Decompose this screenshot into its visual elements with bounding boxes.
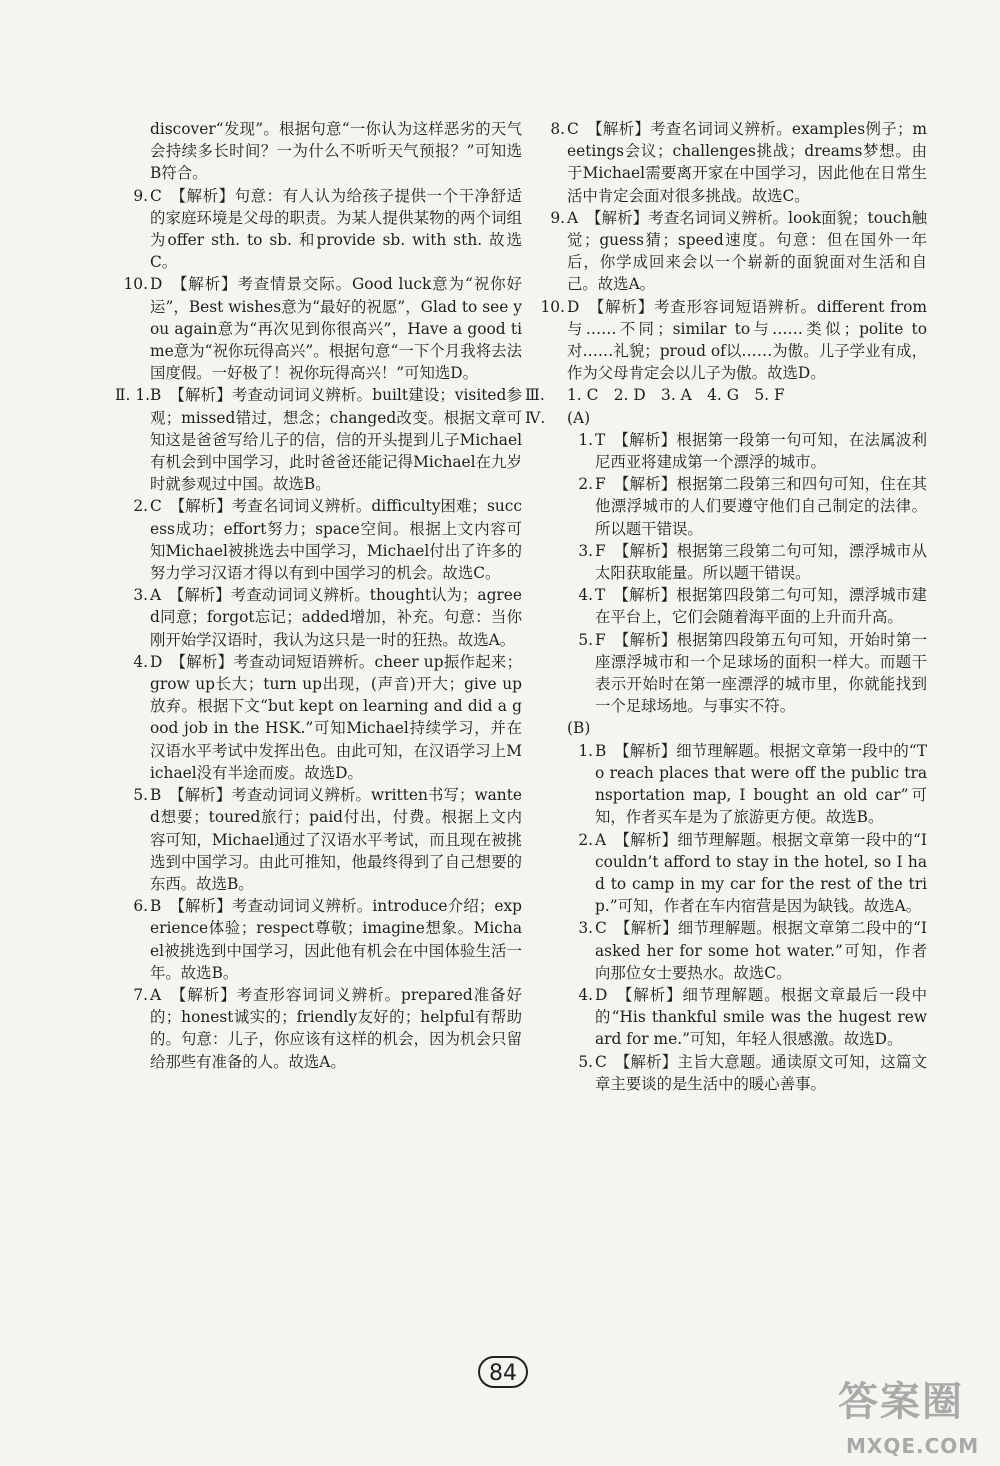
section-iii-answers: 1. C 2. D 3. A 4. G 5. F xyxy=(567,386,785,405)
answer-entry xyxy=(578,473,927,540)
answer-number: 7. xyxy=(133,985,148,1004)
answer-text: C 【解析】主旨大意题。通读原文可知，这篇文章主要谈的是生活中的暖心善事。 xyxy=(595,1052,927,1093)
answer-text: B 【解析】考查动词词义辨析。built建设；visited参观；missed错过，想念；changed改变。根据文章可知这是爸爸写给儿子的信，信的开头提到儿子Michael有机会到中国学习，此时爸爸还能记得Michael在九岁时就参观过中国。故选B。 xyxy=(150,386,522,494)
answer-text: D 【解析】考查动词短语辨析。cheer up振作起来；grow up长大；turn up出现，(声音)开大；give up放弃。根据下文“but kept on learning and did a good job in the HSK.”可知Michael持续学习，并在汉语水平考试中发挥出色。由此可知，在汉语学习上Michael没有半途而废。故选D。 xyxy=(150,652,522,782)
answer-number: 10. xyxy=(123,275,148,294)
answer-text: A 【解析】考查名词词义辨析。look面貌；touch触觉；guess猜；speed速度。句意：但在国外一年后，你学成回来会以一个崭新的面貌面对生活和自己。故选A。 xyxy=(567,208,927,294)
answer-number: 5. xyxy=(578,630,593,649)
right-column xyxy=(525,118,927,1095)
section-label: Ⅲ. xyxy=(525,386,545,405)
answer-text: A 【解析】细节理解题。根据文章第一段中的“I couldn’t afford to stay in the hotel, so I had to camp in my car for the rest of the trip.”可知，作者在车内宿营是因为缺钱。故选A。 xyxy=(595,830,927,916)
answer-number: 4. xyxy=(578,985,593,1004)
answer-entry xyxy=(133,984,522,1073)
answer-entry xyxy=(578,740,927,829)
answer-text: D 【解析】细节理解题。根据文章最后一段中的“His thankful smile was the hugest reward for me.”可知，年轻人很感激。故选D。 xyxy=(595,985,927,1049)
answer-text: F 【解析】根据第四段第五句可知，开始时第一座漂浮城市和一个足球场的面积一样大。而题干表示开始时在第一座漂浮的城市里，你就能找到一个足球场地。与事实不符。 xyxy=(595,630,927,716)
answer-entry xyxy=(578,429,927,473)
answer-entry xyxy=(133,651,522,784)
answer-entry xyxy=(578,1051,927,1095)
answer-text: F 【解析】根据第三段第二句可知，漂浮城市从太阳获取能量。所以题干错误。 xyxy=(595,541,927,583)
answer-text: discover“发现”。根据句意“一你认为这样恶劣的天气会持续多长时间？一为什么不听听天气预报？”可知选B符合。 xyxy=(150,120,522,183)
answer-entry xyxy=(550,118,927,207)
answer-text: B 【解析】考查动词词义辨析。introduce介绍；experience体验；respect尊敬；imagine想象。Michael被挑选到中国学习，因此他有机会在中国体验生活一年。故选B。 xyxy=(150,897,522,982)
answer-number: 3. xyxy=(578,919,593,938)
section-label: Ⅳ. xyxy=(525,408,546,427)
watermark-text-bottom: MXQE.COM xyxy=(846,1434,980,1458)
answer-number: 5. xyxy=(133,786,148,805)
answer-text: T 【解析】根据第一段第一句可知，在法属波利尼西亚将建成第一个漂浮的城市。 xyxy=(595,430,927,472)
subsection-label-b: (B) xyxy=(567,719,591,738)
answer-entry xyxy=(133,584,522,651)
answer-entry xyxy=(578,540,927,584)
answer-number: 4. xyxy=(578,586,593,605)
answer-entry xyxy=(550,207,927,296)
answer-text: C 【解析】考查名词词义辨析。examples例子；meetings会议；challenges挑战；dreams梦想。由于Michael需要离开家在中国学习，因此他在日常生活中肯定会面对很多挑战。故选C。 xyxy=(567,120,927,205)
answer-number xyxy=(80,384,150,406)
answer-number: 2. xyxy=(578,475,593,494)
answer-number: 2. xyxy=(133,497,148,516)
answer-text: B 【解析】细节理解题。根据文章第一段中的“To reach places that were off the public transportation map, I bought an old car”可知，作者买车是为了旅游更方便。故选B。 xyxy=(595,741,927,827)
answer-text: C 【解析】句意：有人认为给孩子提供一个干净舒适的家庭环境是父母的职责。为某人提供某物的两个词组为offer sth. to sb. 和provide sb. with sth. 故选C。 xyxy=(150,186,522,272)
answer-number: 1. xyxy=(578,741,593,760)
answer-number: 9. xyxy=(550,208,565,227)
section-iii xyxy=(525,384,927,406)
answer-entry xyxy=(133,495,522,584)
section-label: Ⅱ. xyxy=(115,386,131,405)
watermark-logo xyxy=(838,1368,988,1458)
answer-number: 8. xyxy=(550,120,565,138)
answer-text: T 【解析】根据第四段第二句可知，漂浮城市建在平台上，它们会随着海平面的上升而升高。 xyxy=(595,586,927,627)
subsection-b xyxy=(567,717,927,739)
answer-number: 10. xyxy=(540,297,565,316)
answer-number: 3. xyxy=(578,541,593,560)
left-column xyxy=(115,118,522,1073)
answer-entry xyxy=(133,185,522,274)
answer-text: A 【解析】考查动词词义辨析。thought认为；agreed同意；forgot忘记；added增加，补充。句意：当你刚开始学汉语时，我认为这只是一时的狂热。故选A。 xyxy=(150,586,522,649)
answer-text: D 【解析】考查情景交际。Good luck意为“祝你好运”，Best wishes意为“最好的祝愿”，Glad to see you again意为“再次见到你很高兴”，Have a good time意为“祝你玩得高兴”。根据句意“一下个月我将去法国度假。一好极了！祝你玩得高兴！”可知选D。 xyxy=(150,275,522,383)
answer-number: 2. xyxy=(578,830,593,849)
answer-entry xyxy=(578,984,927,1051)
watermark-text-top: 答案圈 xyxy=(838,1379,964,1425)
answer-entry xyxy=(123,273,522,384)
section-iv xyxy=(525,407,927,429)
answer-entry xyxy=(578,829,927,918)
answer-text: B 【解析】考查动词词义辨析。written书写；wanted想要；toured旅行；paid付出，付费。根据上文内容可知，Michael通过了汉语水平考试，而且现在被挑选到中国学习。由此可推知，他最终得到了自己想要的东西。故选B。 xyxy=(150,786,522,893)
answer-text: C 【解析】细节理解题。根据文章第二段中的“I asked her for some hot water.”可知，作者向那位女士要热水。故选C。 xyxy=(595,919,927,982)
answer-number: 6. xyxy=(133,897,148,916)
answer-number: 4. xyxy=(133,652,148,671)
answer-text: A 【解析】考查形容词词义辨析。prepared准备好的；honest诚实的；friendly友好的；helpful有帮助的。句意：儿子，你应该有这样的机会，因为机会只留给那些有准备的人。故选A。 xyxy=(150,985,522,1071)
answer-entry xyxy=(578,917,927,984)
answer-number: 3. xyxy=(133,586,148,605)
answer-entry xyxy=(578,629,927,718)
answer-entry xyxy=(578,584,927,628)
answer-entry xyxy=(133,895,522,984)
answer-number: 9. xyxy=(133,186,148,205)
answer-entry xyxy=(150,118,522,185)
answer-entry xyxy=(133,784,522,895)
page-number: 84 xyxy=(478,1356,528,1388)
answer-entry xyxy=(115,384,522,495)
answer-text: D 【解析】考查形容词短语辨析。different from与……不同；similar to与……类似；polite to对……礼貌；proud of以……为傲。儿子学业有成，作为父母肯定会以儿子为傲。故选D。 xyxy=(567,297,927,383)
answer-number: 5. xyxy=(578,1052,593,1071)
answer-text: F 【解析】根据第二段第三和四句可知，住在其他漂浮城市的人们要遵守他们自己制定的法律。所以题干错误。 xyxy=(595,475,927,538)
answer-text: C 【解析】考查名词词义辨析。difficulty困难；success成功；effort努力；space空间。根据上文内容可知Michael被挑选去中国学习，Michael付出了许多的努力学习汉语才得以有到中国学习的机会。故选C。 xyxy=(150,497,522,583)
answer-entry xyxy=(540,296,927,385)
answer-number: 1. xyxy=(578,430,593,449)
answer-number-value: 1. xyxy=(135,386,150,405)
subsection-label-a: (A) xyxy=(567,408,591,427)
